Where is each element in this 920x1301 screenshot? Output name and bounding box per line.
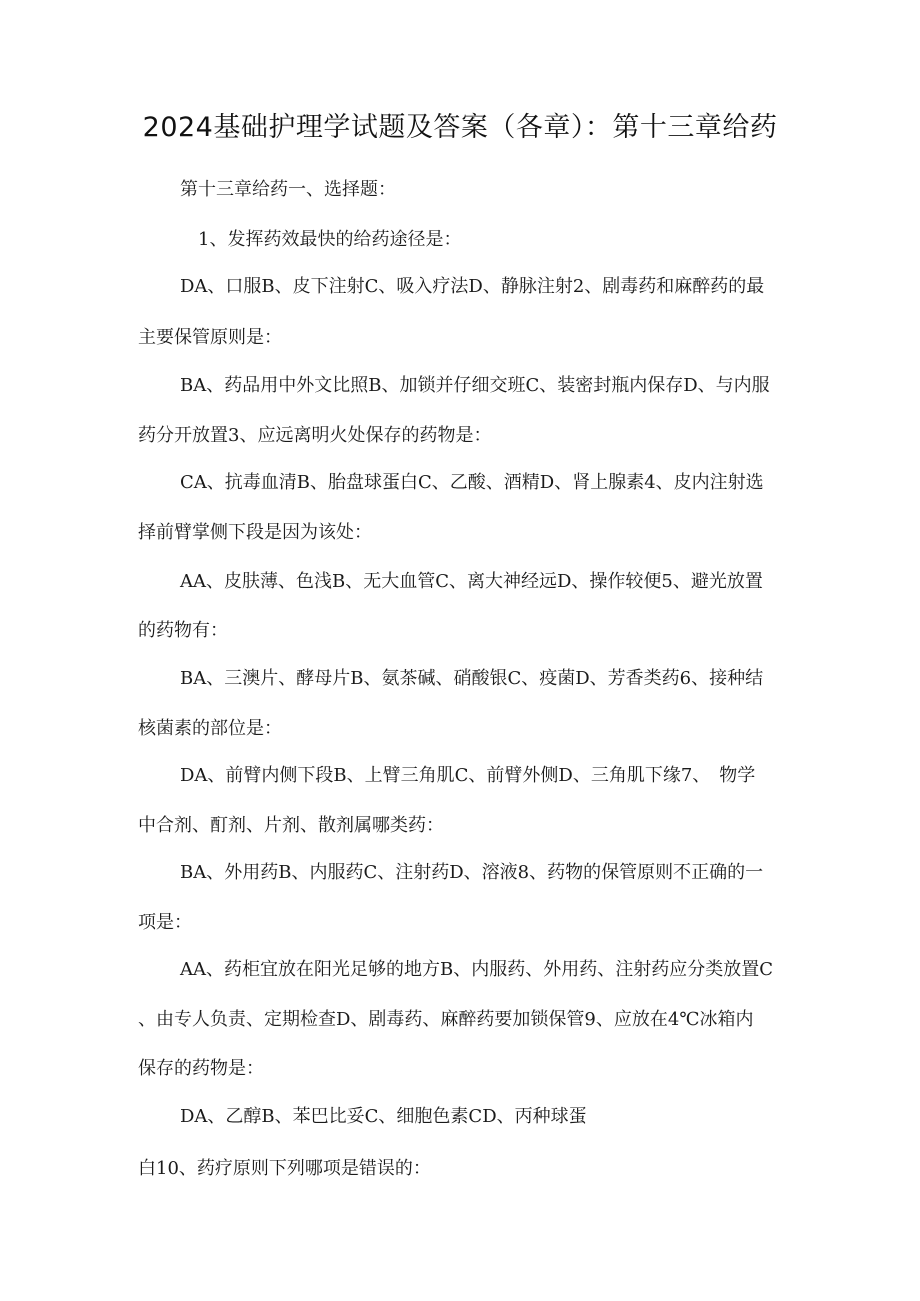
question-line: 主要保管原则是： [138, 327, 282, 348]
question-line: 择前臂掌侧下段是因为该处： [138, 522, 372, 543]
question-line: 白10、药疗原则下列哪项是错误的： [138, 1158, 431, 1179]
section-heading: 第十三章给药一、选择题： [180, 179, 396, 200]
answer-line: CA、抗毒血清B、胎盘球蛋白C、乙酸、酒精D、肾上腺素4、皮内注射选 [180, 472, 764, 493]
answer-line: 、由专人负责、定期检查D、剧毒药、麻醉药要加锁保管9、应放在4℃冰箱内 [138, 1009, 754, 1030]
question-line: 的药物有： [138, 620, 228, 641]
document-title: 2024基础护理学试题及答案（各章）：第十三章给药 [142, 112, 778, 143]
question-line: 药分开放置3、应远离明火处保存的药物是： [138, 425, 492, 446]
question-line: 中合剂、酊剂、片剂、散剂属哪类药： [138, 815, 444, 836]
answer-line: AA、皮肤薄、色浅B、无大血管C、离大神经远D、操作较便5、避光放置 [180, 571, 763, 592]
answer-line: BA、外用药B、内服药C、注射药D、溶液8、药物的保管原则不正确的一 [180, 862, 764, 883]
answer-line: AA、药柜宜放在阳光足够的地方B、内服药、外用药、注射药应分类放置C [180, 959, 773, 980]
answer-line: DA、口服B、皮下注射C、吸入疗法D、静脉注射2、剧毒药和麻醉药的最 [180, 276, 765, 297]
question-line: 核菌素的部位是： [138, 718, 282, 739]
question-line: 项是： [138, 912, 192, 933]
answer-line: DA、乙醇B、苯巴比妥C、细胞色素CD、丙种球蛋 [180, 1106, 587, 1127]
answer-line: DA、前臂内侧下段B、上臂三角肌C、前臂外侧D、三角肌下缘7、 物学 [180, 765, 756, 786]
answer-line: BA、药品用中外文比照B、加锁并仔细交班C、装密封瓶内保存D、与内服 [180, 375, 770, 396]
answer-line: BA、三澳片、酵母片B、氨茶碱、硝酸银C、疫菌D、芳香类药6、接种结 [180, 668, 764, 689]
question-line: 1、发挥药效最快的给药途径是： [198, 229, 462, 250]
question-line: 保存的药物是： [138, 1058, 264, 1079]
